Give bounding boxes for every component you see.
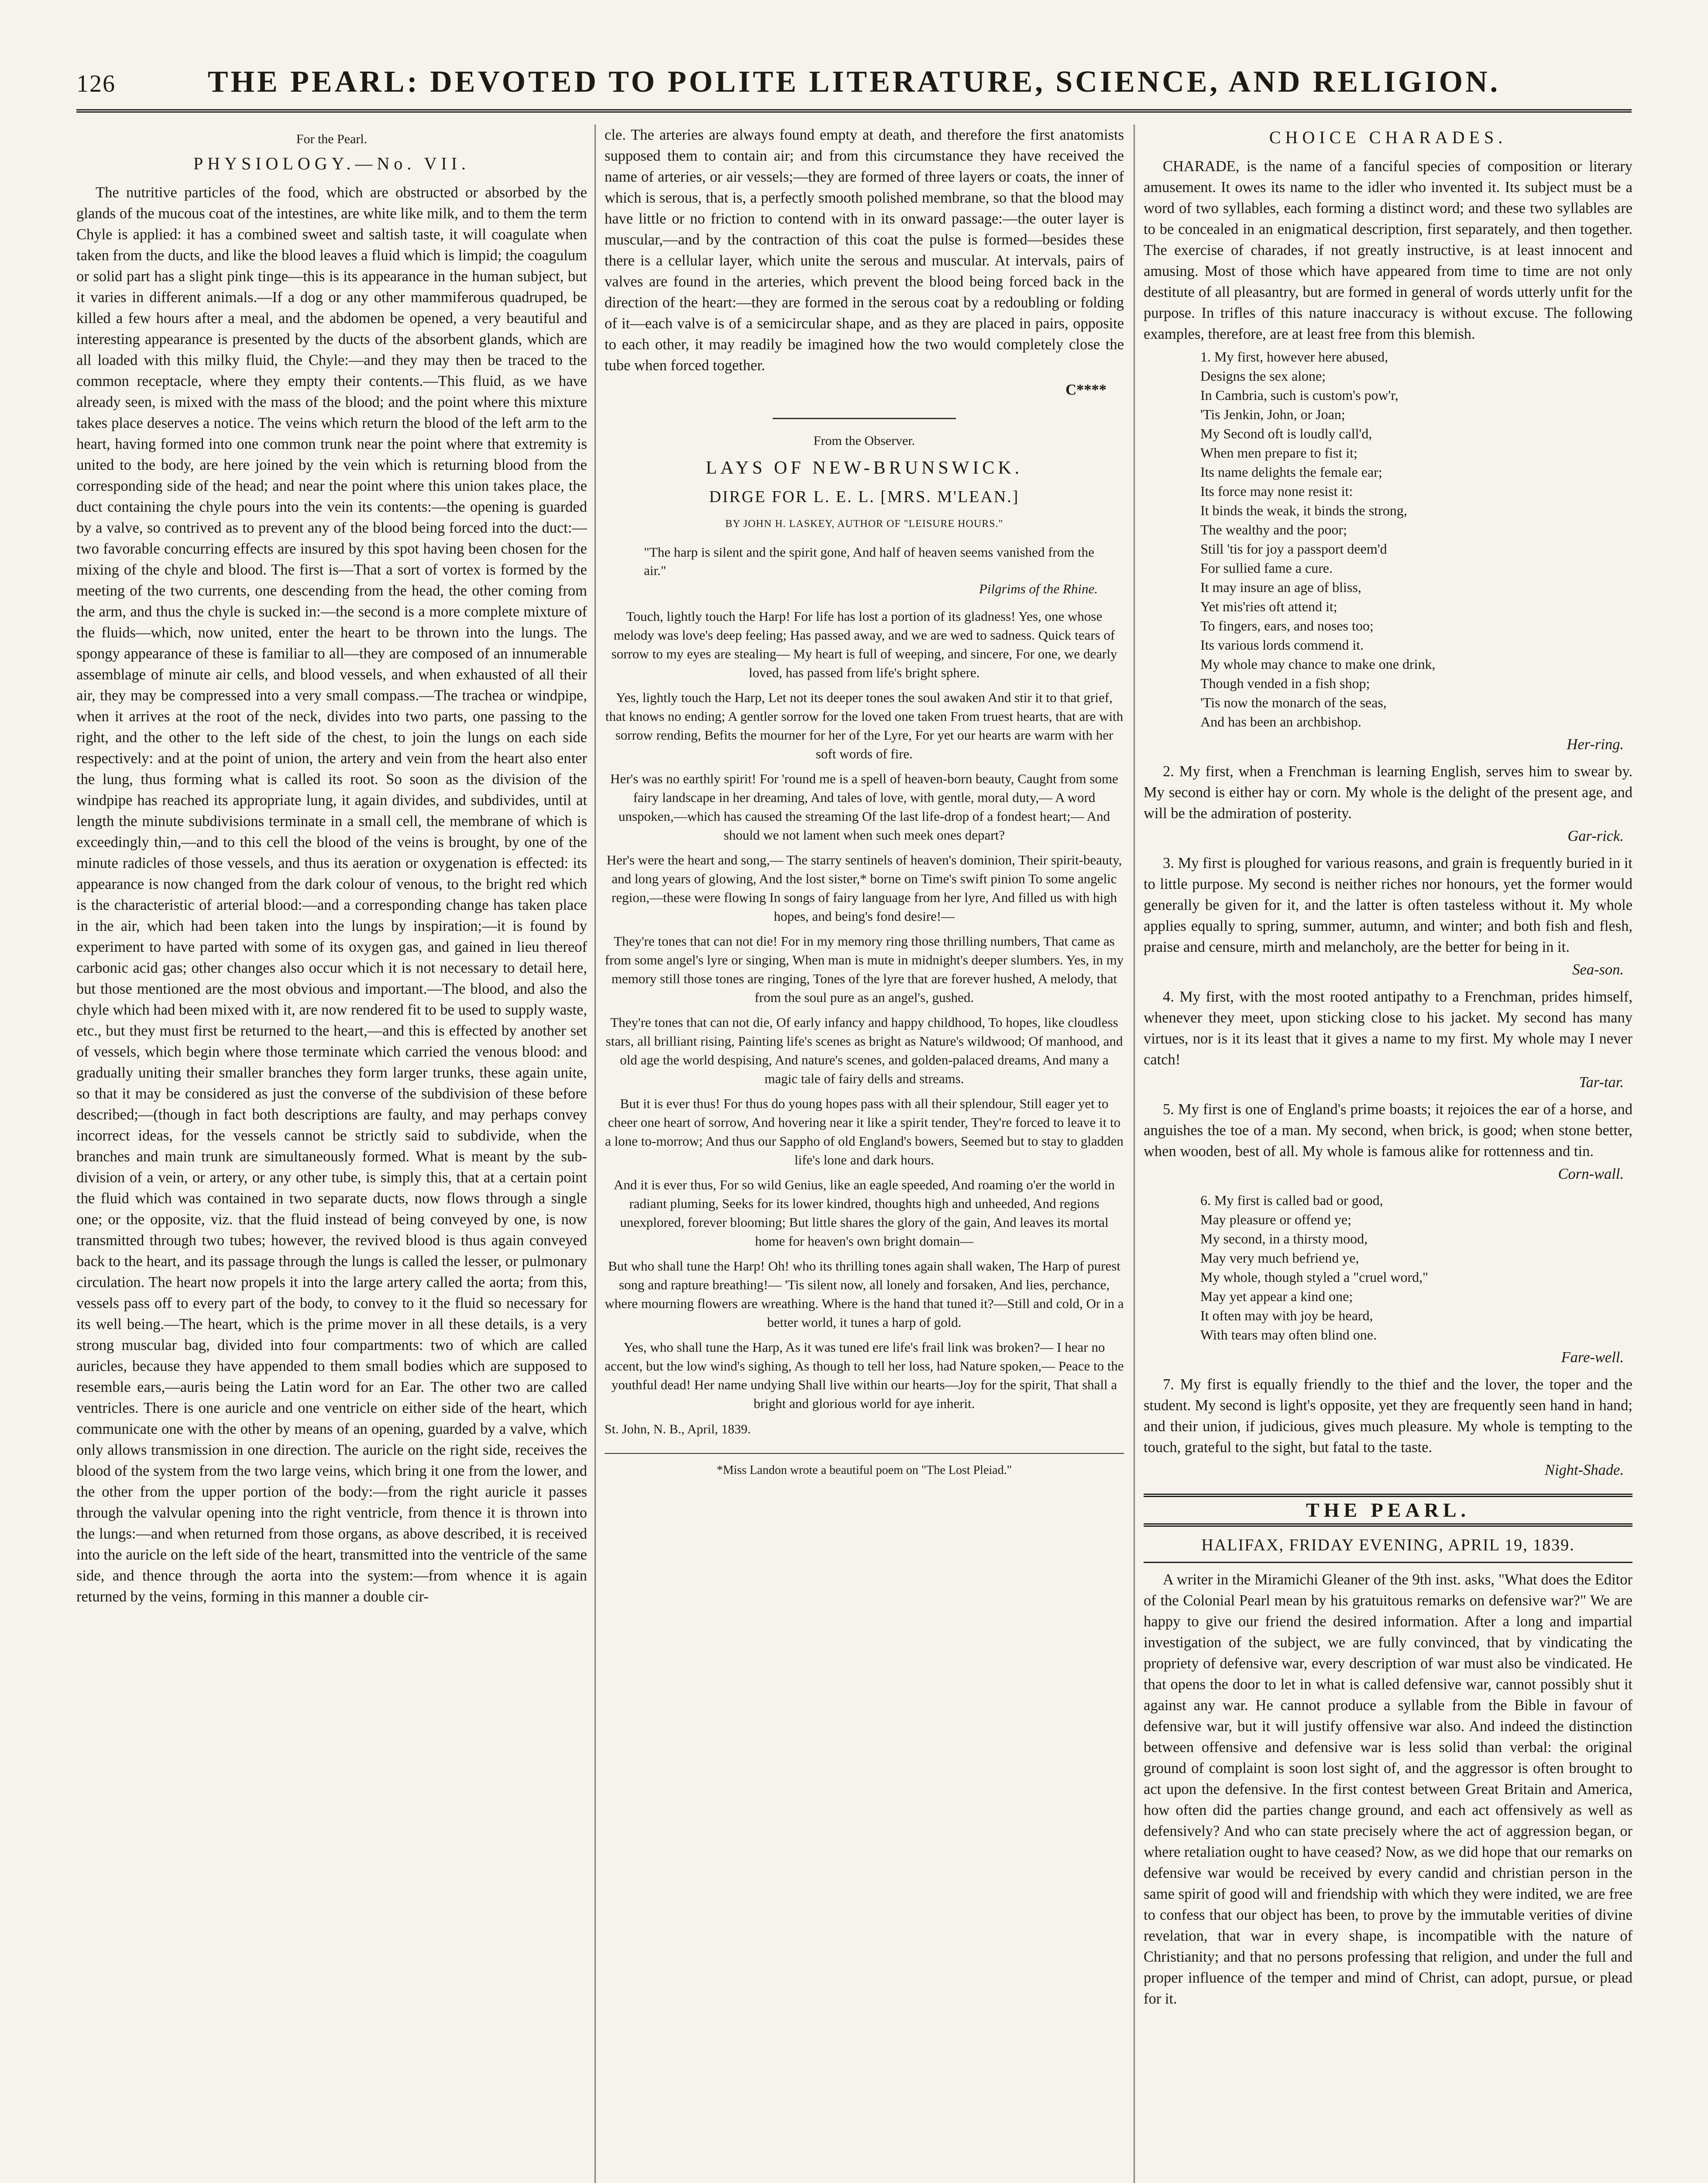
verse-line: It often may with joy be heard, [1200, 1308, 1373, 1323]
column-charades [1144, 124, 1632, 2183]
poem-dateline: St. John, N. B., April, 1839. [605, 1422, 751, 1436]
charades-intro: CHARADE, is the name of a fanciful species of composition or literary amusement. It owes its name to the idler who invented it. Its subject must be a word of two syllables, each forming a distinct word; and these two syllables are to be concealed in an enigmatical description, first separately, and then together. The exercise of charades, if not greatly instructive, is at least innocent and amusing. Most of those which have appeared from time to time are not only destitute of all pleasantry, but are formed in general of words utterly unfit for the purpose. In trifles of this nature inaccuracy is without excuse. The following examples, therefore, are at least free from this blemish. [1144, 158, 1632, 342]
poem-stanza: And it is ever thus, For so wild Genius, like an eagle speeded, And roaming o'er the world in radiant pluming, Seeks for its lower kindred, thoughts high and unheeded, And regions unexplored, forever blooming; But little shares the glory of the gain, And leaves its mortal home for heaven's own bright domain— [613, 1177, 1115, 1249]
verse-line: To fingers, ears, and noses too; [1200, 618, 1374, 634]
verse-line: 1. My first, however here abused, [1200, 349, 1388, 365]
poem-stanza: Her's were the heart and song,— The starry sentinels of heaven's dominion, Their spirit-beauty, and long years of glowing, And the lost sister,* borne on Time's swift pinion To some angelic region,—these were flowing In songs of fairy language from her lyre, And filled us with high hopes, and being's fond desire!— [606, 852, 1122, 924]
verse-line: And has been an archbishop. [1200, 714, 1361, 730]
verse-line: Still 'tis for joy a passport deem'd [1200, 541, 1387, 557]
verse-line: Designs the sex alone; [1200, 368, 1326, 384]
article-source: For the Pearl. [296, 132, 368, 146]
verse-line: 6. My first is called bad or good, [1200, 1192, 1383, 1208]
page-number: 126 [76, 70, 116, 97]
series-title: LAYS OF NEW-BRUNSWICK. [705, 458, 1023, 478]
poem-stanza: Yes, who shall tune the Harp, As it was tuned ere life's frail link was broken?— I hear no accent, but the low wind's sighing, As though to tell her loss, had Nature spoken,— Peace to the youthful dead! Her name undying Shall live within our hearts—Joy for the spirit, That shall a bright and glorious world for aye inherit. [605, 1339, 1124, 1411]
verse-line: Though vended in a fish shop; [1200, 675, 1370, 691]
pearl-dateline: HALIFAX, FRIDAY EVENING, APRIL 19, 1839. [1144, 1535, 1632, 1563]
poem-source: From the Observer. [813, 434, 915, 448]
poem-stanza: They're tones that can not die, Of early infancy and happy childhood, To hopes, like cloudless stars, all brilliant rising, Painting life's scenes as bright as Nature's wildwood; Of manhood, and old age the world despising, And nature's scenes, and golden-palaced dreams, And many a magic tale of fairy dells and streams. [605, 1015, 1123, 1086]
verse-line: 'Tis now the monarch of the seas, [1200, 695, 1387, 710]
charade-answer: Gar-rick. [1567, 828, 1624, 844]
verse-line: Yet mis'ries oft attend it; [1200, 599, 1337, 614]
verse-line: My second, in a thirsty mood, [1200, 1231, 1368, 1246]
charade-answer: Night-Shade. [1544, 1462, 1624, 1478]
verse-line: My whole, though styled a "cruel word," [1200, 1269, 1429, 1285]
poem-stanzas [605, 607, 1124, 1413]
verse-line: It may insure an age of bliss, [1200, 579, 1361, 595]
section-rule [773, 418, 956, 419]
verse-line: In Cambria, such is custom's pow'r, [1200, 387, 1399, 403]
article-body: The nutritive particles of the food, which are obstructed or absorbed by the glands of the mucous coat of the intestines, are white like milk, and to them the term Chyle is applied: it has a combined sweet and saltish taste, it will coagulate when taken from the ducts, and like the blood leaves a fluid which is limpid; the coagulum or solid part has a slight pink tinge—this is its appearance in the human subject, but it varies in different animals.—If a dog or any other mammiferous quadruped, be killed a few hours after a meal, and the abdomen be opened, a very beautiful and interesting appearance is presented by the ducts of the absorbent glands, which are all loaded with this milky fluid, the Chyle:—and they may then be traced to the common receptacle, where they empty their contents.—This fluid, as we have already seen, is mixed with the mass of the blood; and the point where this mixture takes place deserves a notice. The veins which return the blood of the left arm to the heart, having formed into one common trunk near the point where that extremity is united to the body, are here joined by the vein which is returning blood from the corresponding side of the head; and near the point where this union takes place, the duct containing the chyle pours into the vein its contents:—the opening is guarded by a valve, so contrived as to prevent any of the blood being forced into the duct:—two favorable concurring effects are insured by this spot having been chosen for the mixing of the chyle and blood. The first is—That a sort of vortex is formed by the meeting of the two currents, one descending from the head, the other coming from the arm, and thus the chyle is sucked in:—the second is a more complete mixture of the fluids—which, now united, enter the heart to be thrown into the lungs. The spongy appearance of these is familiar to all—they are composed of an innumerable assemblage of minute air cells, and blood vessels, and when exhausted of all their air, they may be compressed into a very small compass.—The trachea or windpipe, when it arrives at the root of the neck, divides into two parts, one passing to the right, and the other to the left side of the chest, to join the lungs on each side respectively: and at the point of union, the artery and vein from the heart also enter the lung, thus forming what is called its root. So soon as the division of the windpipe has reached its appropriate lung, it again divides, and subdivides, until at length the minute subdivisions terminate in a small cell, the membrane of which is exceedingly thin,—and to this cell the blood of the veins is brought, by one of the minute radicles of those vessels, and thus its aeration or oxygenation is effected: its appearance is now changed from the dark colour of venous, to the bright red which is the characteristic of arterial blood:—and a corresponding change has taken place in the air, which had been taken into the lungs by inspiration;—it is found by experiment to have parted with some of its oxygen gas, and gained in lieu thereof carbonic acid gas; other changes also occur which it is not necessary to detail here, but those mentioned are the most obvious and important.—The blood, and also the chyle which had been mixed with it, are now rendered fit to be used to supply waste, etc., but they must first be returned to the heart,—and this is effected by another set of vessels, which begin where those terminate which carried the venous blood: and gradually uniting their smaller branches they form larger trunks, these again unite, so that it may be considered as just the converse of the subdivision of these before described;—(though in fact both descriptions are faulty, and may perhaps convey incorrect ideas, for the vessels cannot be strictly said to subdivide, when the branches and main trunk are simultaneously formed. What is meant by the sub-division of a vein, or artery, or any other tube, is simply this, that at a certain point the fluid which was contained in two separate ducts, now flows through a single one; or the opposite, viz. that the fluid instead of being conveyed by one, is now transmitted through two tubes; however, the revived blood is thus again conveyed back to the heart, and its passage through the lungs is called the lesser, or pulmonary circulation. The heart now propels it into the large artery called the aorta; from this, vessels pass off to every part of the body, to convey to it the fluid so necessary for its well being.—The heart, which is the prime mover in all these details, is a very strong muscular bag, divided into four compartments: two of which are called auricles, because they have appended to them small bodies which are supposed to resemble ears,—auris being the Latin word for an Ear. The other two are called ventricles. There is one auricle and one ventricle on either side of the heart, which communicate one with the other by means of an opening, guarded by a valve, which only allows transmission in one direction. The auricle on the right side, receives the blood of the system from the two large veins, which bring it one from the lower, and the other from the upper portion of the body:—from the right auricle it passes through the valvular opening into the right ventricle, from thence it is thrown into the lungs:—and when returned from those organs, as above described, it is received into the auricle on the left side of the heart, transmitted into the ventricle of the same side, and thence through the aorta into the system:—from whence it is again returned by the veins, forming in this manner a double cir- [76, 184, 587, 1605]
verse-line: My Second oft is loudly call'd, [1200, 426, 1372, 441]
charade-text: 2. My first, when a Frenchman is learning English, serves him to swear by. My second is either hay or corn. My whole is the delight of the present age, and will be the admiration of posterity. [1144, 763, 1632, 822]
article-title: PHYSIOLOGY.—No. VII. [193, 154, 471, 173]
verse-line: Its name delights the female ear; [1200, 464, 1382, 480]
pearl-heading: THE PEARL. [1144, 1494, 1632, 1527]
verse-line: It binds the weak, it binds the strong, [1200, 503, 1407, 518]
column-physiology [76, 124, 587, 2183]
poem-stanza: But who shall tune the Harp! Oh! who its thrilling tones again shall waken, The Harp of purest song and rapture breathing!— 'Tis silent now, all lonely and forsaken, And lies, perchance, where mourning flowers are wreathing. Where is the hand that tuned it?—Still and cold, Or in a better world, it tunes a harp of gold. [605, 1258, 1124, 1330]
charade-text: 3. My first is ploughed for various reasons, and grain is frequently buried in it to little purpose. My second is neither riches nor honours, yet the former would generally be given for it, and the latter is often tasteless without it. My whole applies equally to spring, summer, autumn, and winter; and both fish and flesh, praise and censure, mirth and melancholy, are the better for being in it. [1144, 855, 1632, 955]
poem-stanza: But it is ever thus! For thus do young hopes pass with all their splendour, Still eager yet to cheer one heart of sorrow, And hovering near it like a spirit tender, They're forced to leave it to a lone to-morrow; And thus our Sappho of old England's bowers, Seemed but to stay to gladden life's lone and dark hours. [605, 1096, 1124, 1167]
poem-stanza: Touch, lightly touch the Harp! For life has lost a portion of its gladness! Yes, one whose melody was love's deep feeling; Has passed away, and we are wed to sadness. Quick tears of sorrow to my eyes are stealing— My heart is full of weeping, and sincere, For one, we dearly loved, has passed from life's bright sphere. [611, 609, 1117, 680]
running-title: THE PEARL: DEVOTED TO POLITE LITERATURE, SCIENCE, AND RELIGION. [207, 65, 1501, 99]
verse-line: The wealthy and the poor; [1200, 522, 1347, 537]
column-poem [605, 124, 1124, 2183]
header-rule [76, 109, 1632, 113]
charades-title: CHOICE CHARADES. [1269, 127, 1507, 147]
charade-answer: Corn-wall. [1558, 1166, 1624, 1182]
charade-text: 5. My first is one of England's prime boasts; it rejoices the ear of a horse, and anguishes the toe of a man. My second, when brick, is good; when stone better, when wooden, best of all. My whole is famous alike for rottenness and tin. [1144, 1101, 1632, 1160]
charade-answer: Tar-tar. [1579, 1074, 1624, 1091]
verse-line: With tears may often blind one. [1200, 1327, 1377, 1343]
charade-text: 4. My first, with the most rooted antipathy to a Frenchman, prides himself, whenever they meet, upon sticking close to his jacket. My second has many virtues, nor is it its least that it gives a name to my first. My whole may I never catch! [1144, 988, 1632, 1068]
poem-byline: BY JOHN H. LASKEY, AUTHOR OF "LEISURE HOURS." [725, 518, 1003, 530]
charade-text: 7. My first is equally friendly to the thief and the lover, the toper and the student. My second is light's opposite, yet they are frequently seen hand in hand; and their union, if judicious, gives much pleasure. My whole is tempting to the touch, grateful to the sight, but fatal to the taste. [1144, 1376, 1632, 1456]
article-signature: C**** [1065, 382, 1107, 398]
editorial-body: A writer in the Miramichi Gleaner of the 9th inst. asks, "What does the Editor of the Colonial Pearl mean by his gratuitous remarks on defensive war?" We are happy to give our friend the desired information. After a long and impartial investigation of the subject, we are fully convinced, that by vindicating the propriety of defensive war, every description of war must also be vindicated. He that opens the door to let in what is called defensive war, cannot possibly shut it against any war. He cannot produce a syllable from the Bible in favour of defensive war, but it will justify offensive war also. And indeed the distinction between offensive and defensive war is less solid than verbal: the original ground of complaint is soon lost sight of, and the aggressor is often brought to act upon the defensive. In the first contest between Great Britain and America, how often did the parties change ground, and each act offensively as well as defensively? And who can state precisely where the act of aggression began, or where retaliation ought to have ceased? Now, as we did hope that our remarks on defensive war would be received by every candid and christian person in the same spirit of good will and friendship with which they were indited, we are free to confess that our object has been, to prove by the immutable verities of divine revelation, that war in every shape, is incompatible with the nature of Christianity; and that no persons professing that religion, and under the full and proper influence of the temper and mind of Christ, can adopt, pursue, or plead for it. [1144, 1571, 1632, 2007]
verse-line: May pleasure or offend ye; [1200, 1212, 1351, 1227]
poem-stanza: Yes, lightly touch the Harp, Let not its deeper tones the soul awaken And stir it to that grief, that knows no ending; A gentler sorrow for the loved one taken From truest hearts, that are with sorrow rending, Befits the mourner for her of the Lyre, For yet our hearts are warm with her soft words of fire. [605, 690, 1124, 761]
page-header [76, 52, 1632, 105]
epigraph-attribution: Pilgrims of the Rhine. [979, 581, 1098, 596]
verse-line: Its force may none resist it: [1200, 483, 1353, 499]
verse-line: May very much befriend ye, [1200, 1250, 1359, 1266]
charade-answer: Her-ring. [1567, 736, 1624, 753]
charade-verse [1200, 1191, 1632, 1344]
epigraph-text: "The harp is silent and the spirit gone, And half of heaven seems vanished from the air." [644, 544, 1094, 578]
article-continuation: cle. The arteries are always found empty at death, and therefore the first anatomists supposed them to contain air; and from this circumstance they have received the name of arteries, or air vessels;—they are formed of three layers or coats, the inner of which is serous, that is, a perfectly smooth polished membrane, so that the blood may have little or no friction to contend with in its onward passage:—the outer layer is muscular,—and by the contraction of this coat the pulse is formed—besides these there is a cellular layer, which unite the serous and muscular. At intervals, pairs of valves are found in the arteries, which prevent the blood being forced back in the direction of the heart:—they are formed in the serous coat by a redoubling or folding of it—each valve is of a semicircular shape, and as they are placed in pairs, opposite to each other, it may readily be imagined how the two would completely close the tube when forced together. [605, 127, 1124, 374]
charade-answer: Sea-son. [1572, 961, 1624, 978]
verse-line: When men prepare to fist it; [1200, 445, 1357, 461]
verse-line: 'Tis Jenkin, John, or Joan; [1200, 406, 1345, 422]
verse-line: Its various lords commend it. [1200, 637, 1364, 653]
verse-line: My whole may chance to make one drink, [1200, 656, 1436, 672]
poem-footnote: *Miss Landon wrote a beautiful poem on "The Lost Pleiad." [605, 1453, 1124, 1481]
poem-stanza: They're tones that can not die! For in my memory ring those thrilling numbers, That came as from some angel's lyre or singing, When man is mute in midnight's deeper slumbers. Yes, in my memory still those tones are ringing, Tones of the lyre that are forever hushed, A melody, that from the soul pure as an angel's, gushed. [605, 933, 1124, 1005]
poem-title: DIRGE FOR L. E. L. [MRS. M'LEAN.] [709, 488, 1020, 506]
verse-line: May yet appear a kind one; [1200, 1288, 1353, 1304]
column-divider [595, 124, 596, 2183]
poem-epigraph [644, 543, 1098, 598]
poem-stanza: Her's was no earthly spirit! For 'round me is a spell of heaven-born beauty, Caught from some fairy landscape in her dreaming, And tales of love, with gentle, moral duty,— A word unspoken,—which has caused the streaming Of the last life-drop of a fondest heart;— And should we not lament when such meek ones depart? [610, 771, 1118, 843]
verse-line: For sullied fame a cure. [1200, 560, 1333, 576]
column-divider [1134, 124, 1135, 2183]
charade-verse [1200, 347, 1632, 731]
charade-answer: Fare-well. [1561, 1349, 1624, 1366]
